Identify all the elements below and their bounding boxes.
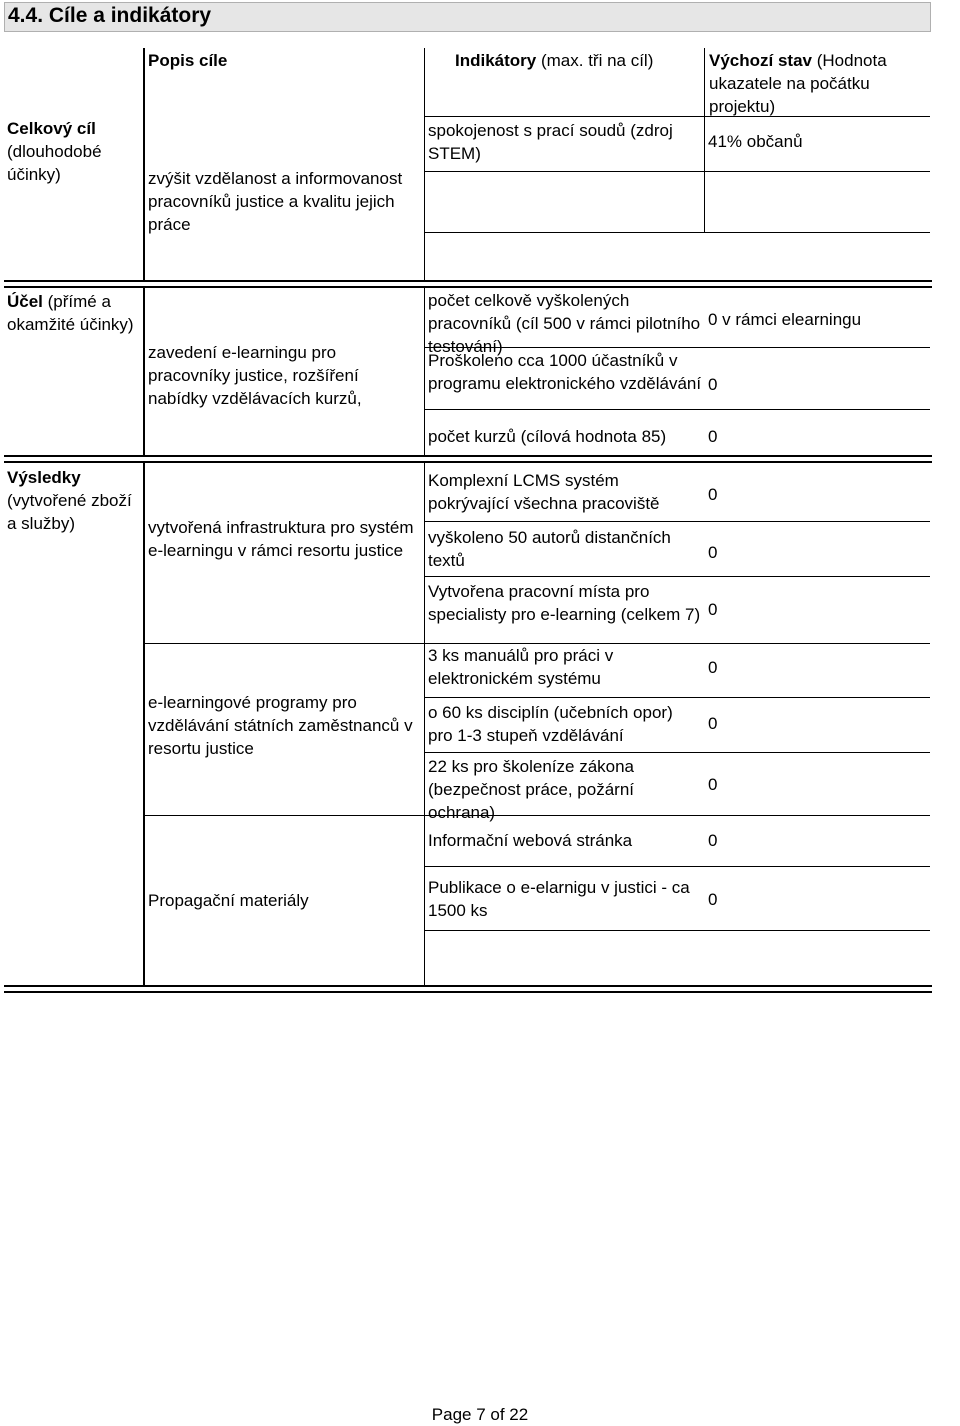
grid-line bbox=[425, 521, 930, 522]
grid-line bbox=[424, 48, 425, 280]
header-popis: Popis cíle bbox=[148, 51, 228, 70]
vysledky-popis-2: e-learningové programy pro vzdělávání státních zaměstnanců v resortu justice bbox=[148, 693, 413, 758]
grid-line bbox=[704, 48, 705, 233]
ucel-vychozi-2: 0 bbox=[708, 375, 718, 394]
row-label-celkovy: Celkový cíl (dlouhodobé účinky) bbox=[7, 119, 102, 184]
grid-line bbox=[425, 697, 930, 698]
grid-line bbox=[145, 643, 424, 644]
vysledky-vychozi-2: 0 bbox=[708, 543, 718, 562]
grid-line bbox=[425, 232, 930, 233]
grid-line bbox=[424, 287, 425, 455]
grid-line bbox=[425, 752, 930, 753]
grid-line bbox=[143, 48, 145, 280]
vysledky-popis-1: vytvořená infrastruktura pro systém e-learningu v rámci resortu justice bbox=[148, 518, 414, 560]
vysledky-vychozi-7: 0 bbox=[708, 831, 718, 850]
vysledky-vychozi-3: 0 bbox=[708, 600, 718, 619]
grid-line bbox=[143, 287, 145, 455]
ucel-vychozi-3: 0 bbox=[708, 427, 718, 446]
grid-line bbox=[425, 576, 930, 577]
vysledky-indikator-2: vyškoleno 50 autorů distančních textů bbox=[428, 528, 671, 570]
row-label-vysledky: Výsledky (vytvořené zboží a služby) bbox=[7, 468, 132, 533]
ucel-indikator-2: Proškoleno cca 1000 účastníků v programu elektronického vzdělávání bbox=[428, 351, 702, 393]
header-vychozi: Výchozí stav (Hodnota ukazatele na počátku projektu) bbox=[709, 51, 887, 116]
vysledky-indikator-8: Publikace o e-elarnigu v justici - ca 1500 ks bbox=[428, 878, 690, 920]
vysledky-indikator-1: Komplexní LCMS systém pokrývající všechna pracoviště bbox=[428, 471, 660, 513]
celkovy-vychozi: 41% občanů bbox=[708, 132, 803, 151]
vysledky-indikator-6: 22 ks pro školeníze zákona (bezpečnost práce, požární ochrana) bbox=[428, 757, 635, 822]
grid-line bbox=[425, 815, 930, 816]
grid-line bbox=[425, 171, 930, 172]
grid-line bbox=[425, 866, 930, 867]
vysledky-indikator-4: 3 ks manuálů pro práci v elektronickém systému bbox=[428, 646, 614, 688]
grid-line bbox=[425, 116, 930, 117]
vysledky-vychozi-4: 0 bbox=[708, 658, 718, 677]
ucel-indikator-1: počet celkově vyškolených pracovníků (cíl 500 v rámci pilotního testování) bbox=[428, 291, 701, 356]
vysledky-popis-3: Propagační materiály bbox=[148, 891, 309, 910]
vysledky-vychozi-8: 0 bbox=[708, 890, 718, 909]
vysledky-indikator-5: o 60 ks disciplín (učebních opor) pro 1-3 stupeň vzdělávání bbox=[428, 703, 673, 745]
vysledky-vychozi-1: 0 bbox=[708, 485, 718, 504]
section-title: 4.4. Cíle a indikátory bbox=[8, 4, 212, 27]
vysledky-indikator-7: Informační webová stránka bbox=[428, 831, 633, 850]
celkovy-popis: zvýšit vzdělanost a informovanost pracovníků justice a kvalitu jejich práce bbox=[148, 169, 403, 234]
header-indikatory: Indikátory (max. tři na cíl) bbox=[455, 51, 654, 70]
celkovy-indikator: spokojenost s prací soudů (zdroj STEM) bbox=[428, 121, 673, 163]
grid-line bbox=[145, 815, 424, 816]
grid-line bbox=[425, 409, 930, 410]
grid-line bbox=[4, 991, 932, 993]
page-number: Page 7 of 22 bbox=[431, 1405, 529, 1424]
ucel-popis: zavedení e-learningu pro pracovníky justice, rozšíření nabídky vzdělávacích kurzů, bbox=[148, 343, 362, 408]
ucel-indikator-3: počet kurzů (cílová hodnota 85) bbox=[428, 427, 667, 446]
grid-line bbox=[424, 462, 425, 985]
grid-line bbox=[4, 985, 932, 987]
ucel-vychozi-1: 0 v rámci elearningu bbox=[708, 310, 862, 329]
vysledky-vychozi-5: 0 bbox=[708, 714, 718, 733]
grid-line bbox=[4, 280, 932, 282]
vysledky-vychozi-6: 0 bbox=[708, 775, 718, 794]
grid-line bbox=[143, 462, 145, 985]
grid-line bbox=[425, 930, 930, 931]
vysledky-indikator-3: Vytvořena pracovní místa pro specialisty pro e-learning (celkem 7) bbox=[428, 582, 701, 624]
row-label-ucel: Účel (přímé a okamžité účinky) bbox=[7, 292, 134, 334]
grid-line bbox=[4, 455, 932, 457]
